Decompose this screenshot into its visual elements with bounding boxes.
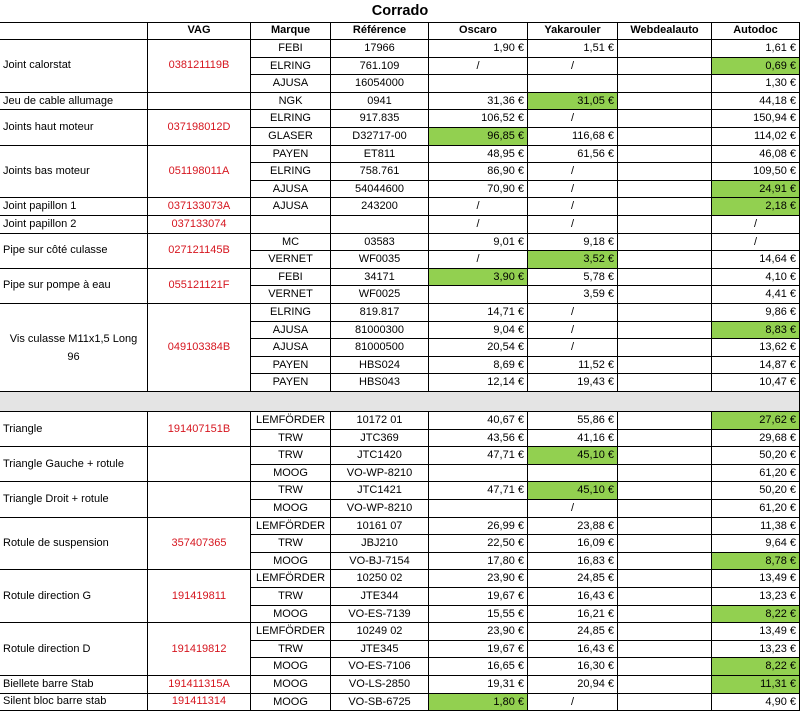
vag-reference[interactable] [148, 482, 251, 517]
cell-reference[interactable]: 10249 02 [331, 623, 429, 641]
cell-webdealauto[interactable] [618, 163, 712, 181]
cell-webdealauto[interactable] [618, 623, 712, 641]
cell-yakarouler[interactable]: 24,85 € [528, 623, 618, 641]
cell-brand[interactable]: MOOG [251, 465, 331, 483]
cell-autodoc[interactable]: 13,49 € [712, 570, 800, 588]
cell-brand[interactable]: PAYEN [251, 374, 331, 392]
cell-oscaro[interactable]: 70,90 € [429, 181, 528, 199]
vag-reference[interactable] [148, 93, 251, 111]
cell-autodoc[interactable]: 4,41 € [712, 286, 800, 304]
cell-yakarouler[interactable]: 45,10 € [528, 482, 618, 500]
cell-autodoc[interactable]: 9,64 € [712, 535, 800, 553]
cell-oscaro[interactable]: / [429, 58, 528, 76]
cell-reference[interactable]: VO-ES-7106 [331, 658, 429, 676]
cell-reference[interactable]: WF0035 [331, 251, 429, 269]
sheet-title: Corrado [0, 0, 800, 23]
cell-webdealauto[interactable] [618, 482, 712, 500]
cell-reference[interactable]: 243200 [331, 198, 429, 216]
cell-reference[interactable]: 819.817 [331, 304, 429, 322]
cell-reference[interactable]: JBJ210 [331, 535, 429, 553]
cell-webdealauto[interactable] [618, 146, 712, 164]
cell-reference[interactable]: JTC1420 [331, 447, 429, 465]
cell-yakarouler[interactable]: / [528, 322, 618, 340]
cell-yakarouler[interactable]: 61,56 € [528, 146, 618, 164]
part-name[interactable]: Pipe sur côté culasse [0, 234, 148, 269]
cell-autodoc[interactable]: 24,91 € [712, 181, 800, 199]
cell-brand[interactable]: MOOG [251, 658, 331, 676]
cell-webdealauto[interactable] [618, 676, 712, 694]
cell-yakarouler[interactable]: / [528, 500, 618, 518]
cell-autodoc[interactable]: 1,30 € [712, 75, 800, 93]
cell-oscaro[interactable]: 17,80 € [429, 553, 528, 571]
vag-reference[interactable]: 027121145B [148, 234, 251, 269]
cell-autodoc[interactable]: 29,68 € [712, 430, 800, 448]
cell-reference[interactable]: HBS024 [331, 357, 429, 375]
column-header-reference[interactable]: Référence [331, 23, 429, 40]
cell-yakarouler[interactable]: 16,30 € [528, 658, 618, 676]
cell-oscaro[interactable] [429, 500, 528, 518]
cell-reference[interactable]: D32717-00 [331, 128, 429, 146]
cell-autodoc[interactable]: 14,87 € [712, 357, 800, 375]
cell-autodoc[interactable]: 61,20 € [712, 500, 800, 518]
cell-oscaro[interactable]: 3,90 € [429, 269, 528, 287]
cell-yakarouler[interactable]: / [528, 110, 618, 128]
cell-autodoc[interactable]: 8,83 € [712, 322, 800, 340]
cell-reference[interactable]: 81000300 [331, 322, 429, 340]
column-header-name[interactable] [0, 23, 148, 40]
cell-webdealauto[interactable] [618, 93, 712, 111]
vag-reference[interactable]: 191419811 [148, 570, 251, 623]
cell-webdealauto[interactable] [618, 269, 712, 287]
cell-reference[interactable]: VO-WP-8210 [331, 465, 429, 483]
cell-webdealauto[interactable] [618, 658, 712, 676]
cell-brand[interactable]: ELRING [251, 110, 331, 128]
cell-autodoc[interactable]: 8,22 € [712, 606, 800, 624]
cell-oscaro[interactable] [429, 465, 528, 483]
vag-reference[interactable]: 191419812 [148, 623, 251, 676]
cell-reference[interactable]: 917.835 [331, 110, 429, 128]
cell-webdealauto[interactable] [618, 641, 712, 659]
cell-brand[interactable]: ELRING [251, 58, 331, 76]
part-name[interactable]: Biellete barre Stab [0, 676, 148, 694]
part-name[interactable]: Jeu de cable allumage [0, 93, 148, 111]
cell-brand[interactable]: TRW [251, 482, 331, 500]
cell-reference[interactable]: 0941 [331, 93, 429, 111]
cell-brand[interactable]: MC [251, 234, 331, 252]
cell-oscaro[interactable]: 20,54 € [429, 339, 528, 357]
cell-reference[interactable]: 10172 01 [331, 412, 429, 430]
cell-brand[interactable]: NGK [251, 93, 331, 111]
vag-reference[interactable]: 049103384B [148, 304, 251, 392]
cell-brand[interactable]: ELRING [251, 163, 331, 181]
vag-reference[interactable]: 037198012D [148, 110, 251, 145]
part-name[interactable]: Pipe sur pompe à eau [0, 269, 148, 304]
cell-webdealauto[interactable] [618, 322, 712, 340]
cell-webdealauto[interactable] [618, 412, 712, 430]
vag-reference[interactable]: 191411315A [148, 676, 251, 694]
cell-reference[interactable]: VO-ES-7139 [331, 606, 429, 624]
cell-webdealauto[interactable] [618, 75, 712, 93]
cell-reference[interactable]: 54044600 [331, 181, 429, 199]
part-name[interactable]: Triangle [0, 412, 148, 447]
cell-brand[interactable]: MOOG [251, 676, 331, 694]
cell-brand[interactable]: LEMFÖRDER [251, 570, 331, 588]
cell-webdealauto[interactable] [618, 588, 712, 606]
cell-brand[interactable]: AJUSA [251, 339, 331, 357]
cell-autodoc[interactable]: 8,22 € [712, 658, 800, 676]
cell-autodoc[interactable]: / [712, 234, 800, 252]
cell-reference[interactable]: 10161 07 [331, 518, 429, 536]
column-header-vag[interactable]: VAG [148, 23, 251, 40]
column-header-brand[interactable]: Marque [251, 23, 331, 40]
cell-autodoc[interactable]: 1,61 € [712, 40, 800, 58]
part-name[interactable]: Rotule de suspension [0, 518, 148, 571]
cell-yakarouler[interactable]: 55,86 € [528, 412, 618, 430]
vag-reference[interactable] [148, 447, 251, 482]
cell-brand[interactable]: TRW [251, 588, 331, 606]
cell-yakarouler[interactable]: 16,21 € [528, 606, 618, 624]
cell-yakarouler[interactable]: 3,52 € [528, 251, 618, 269]
cell-webdealauto[interactable] [618, 304, 712, 322]
cell-yakarouler[interactable]: 23,88 € [528, 518, 618, 536]
cell-autodoc[interactable]: 44,18 € [712, 93, 800, 111]
cell-webdealauto[interactable] [618, 339, 712, 357]
cell-reference[interactable]: WF0025 [331, 286, 429, 304]
cell-oscaro[interactable]: 26,99 € [429, 518, 528, 536]
cell-oscaro[interactable]: 47,71 € [429, 482, 528, 500]
cell-brand[interactable]: TRW [251, 535, 331, 553]
cell-autodoc[interactable]: 50,20 € [712, 482, 800, 500]
cell-webdealauto[interactable] [618, 374, 712, 392]
cell-autodoc[interactable]: 11,31 € [712, 676, 800, 694]
cell-reference[interactable] [331, 216, 429, 234]
column-header-autodoc[interactable]: Autodoc [712, 23, 800, 40]
cell-yakarouler[interactable]: 11,52 € [528, 357, 618, 375]
cell-autodoc[interactable]: / [712, 216, 800, 234]
cell-yakarouler[interactable]: / [528, 694, 618, 712]
cell-brand[interactable]: VERNET [251, 286, 331, 304]
cell-autodoc[interactable]: 109,50 € [712, 163, 800, 181]
cell-oscaro[interactable]: 19,67 € [429, 641, 528, 659]
cell-webdealauto[interactable] [618, 518, 712, 536]
cell-brand[interactable]: AJUSA [251, 181, 331, 199]
vag-reference[interactable]: 191411314 [148, 694, 251, 712]
column-header-yakarouler[interactable]: Yakarouler [528, 23, 618, 40]
cell-autodoc[interactable]: 114,02 € [712, 128, 800, 146]
cell-oscaro[interactable]: 8,69 € [429, 357, 528, 375]
cell-webdealauto[interactable] [618, 500, 712, 518]
cell-autodoc[interactable]: 61,20 € [712, 465, 800, 483]
cell-oscaro[interactable]: 12,14 € [429, 374, 528, 392]
vag-reference[interactable]: 357407365 [148, 518, 251, 571]
cell-reference[interactable]: JTC369 [331, 430, 429, 448]
cell-yakarouler[interactable]: 31,05 € [528, 93, 618, 111]
part-name[interactable]: Triangle Gauche + rotule [0, 447, 148, 482]
cell-oscaro[interactable]: 43,56 € [429, 430, 528, 448]
column-header-webdealauto[interactable]: Webdealauto [618, 23, 712, 40]
cell-yakarouler[interactable]: 16,43 € [528, 641, 618, 659]
cell-webdealauto[interactable] [618, 198, 712, 216]
cell-webdealauto[interactable] [618, 181, 712, 199]
cell-yakarouler[interactable]: 24,85 € [528, 570, 618, 588]
cell-webdealauto[interactable] [618, 694, 712, 712]
cell-reference[interactable]: 03583 [331, 234, 429, 252]
cell-oscaro[interactable]: 14,71 € [429, 304, 528, 322]
cell-yakarouler[interactable] [528, 75, 618, 93]
cell-webdealauto[interactable] [618, 535, 712, 553]
part-name[interactable]: Vis culasse M11x1,5 Long 96 [0, 304, 148, 392]
cell-brand[interactable]: GLASER [251, 128, 331, 146]
cell-oscaro[interactable]: 31,36 € [429, 93, 528, 111]
cell-webdealauto[interactable] [618, 447, 712, 465]
cell-yakarouler[interactable]: 45,10 € [528, 447, 618, 465]
cell-webdealauto[interactable] [618, 58, 712, 76]
cell-autodoc[interactable]: 0,69 € [712, 58, 800, 76]
cell-autodoc[interactable]: 4,90 € [712, 694, 800, 712]
part-name[interactable]: Rotule direction G [0, 570, 148, 623]
cell-reference[interactable]: VO-LS-2850 [331, 676, 429, 694]
cell-brand[interactable]: PAYEN [251, 146, 331, 164]
part-name[interactable]: Joint papillon 1 [0, 198, 148, 216]
cell-reference[interactable]: 10250 02 [331, 570, 429, 588]
cell-autodoc[interactable]: 11,38 € [712, 518, 800, 536]
cell-brand[interactable]: LEMFÖRDER [251, 623, 331, 641]
cell-autodoc[interactable]: 46,08 € [712, 146, 800, 164]
cell-brand[interactable]: ELRING [251, 304, 331, 322]
cell-autodoc[interactable]: 8,78 € [712, 553, 800, 571]
cell-oscaro[interactable]: 22,50 € [429, 535, 528, 553]
cell-autodoc[interactable]: 14,64 € [712, 251, 800, 269]
cell-brand[interactable]: MOOG [251, 606, 331, 624]
cell-brand[interactable]: MOOG [251, 694, 331, 712]
cell-autodoc[interactable]: 2,18 € [712, 198, 800, 216]
cell-yakarouler[interactable]: 3,59 € [528, 286, 618, 304]
cell-oscaro[interactable]: 106,52 € [429, 110, 528, 128]
cell-yakarouler[interactable] [528, 465, 618, 483]
cell-yakarouler[interactable]: / [528, 163, 618, 181]
part-name[interactable]: Joint calorstat [0, 40, 148, 93]
cell-oscaro[interactable]: 19,31 € [429, 676, 528, 694]
cell-reference[interactable]: VO-BJ-7154 [331, 553, 429, 571]
cell-reference[interactable]: JTE344 [331, 588, 429, 606]
cell-brand[interactable]: FEBI [251, 269, 331, 287]
cell-webdealauto[interactable] [618, 465, 712, 483]
cell-webdealauto[interactable] [618, 430, 712, 448]
part-name[interactable]: Rotule direction D [0, 623, 148, 676]
cell-autodoc[interactable]: 13,23 € [712, 641, 800, 659]
cell-brand[interactable]: MOOG [251, 553, 331, 571]
cell-yakarouler[interactable]: 116,68 € [528, 128, 618, 146]
cell-yakarouler[interactable]: 1,51 € [528, 40, 618, 58]
part-name[interactable]: Triangle Droit + rotule [0, 482, 148, 517]
cell-autodoc[interactable]: 13,62 € [712, 339, 800, 357]
cell-brand[interactable]: FEBI [251, 40, 331, 58]
cell-brand[interactable] [251, 216, 331, 234]
cell-reference[interactable]: 758.761 [331, 163, 429, 181]
cell-oscaro[interactable]: / [429, 251, 528, 269]
cell-oscaro[interactable]: 23,90 € [429, 623, 528, 641]
cell-brand[interactable]: PAYEN [251, 357, 331, 375]
cell-webdealauto[interactable] [618, 40, 712, 58]
cell-oscaro[interactable]: 1,90 € [429, 40, 528, 58]
cell-autodoc[interactable]: 13,49 € [712, 623, 800, 641]
column-header-oscaro[interactable]: Oscaro [429, 23, 528, 40]
cell-reference[interactable]: 34171 [331, 269, 429, 287]
vag-reference[interactable]: 055121121F [148, 269, 251, 304]
part-name[interactable]: Joints haut moteur [0, 110, 148, 145]
cell-reference[interactable]: ET811 [331, 146, 429, 164]
part-name[interactable]: Joints bas moteur [0, 146, 148, 199]
cell-brand[interactable]: AJUSA [251, 198, 331, 216]
cell-yakarouler[interactable]: 19,43 € [528, 374, 618, 392]
cell-oscaro[interactable]: 9,04 € [429, 322, 528, 340]
vag-reference[interactable]: 037133074 [148, 216, 251, 234]
cell-brand[interactable]: VERNET [251, 251, 331, 269]
vag-reference[interactable]: 191407151B [148, 412, 251, 447]
cell-yakarouler[interactable]: / [528, 216, 618, 234]
cell-brand[interactable]: LEMFÖRDER [251, 412, 331, 430]
separator-row [0, 392, 800, 412]
cell-oscaro[interactable]: / [429, 198, 528, 216]
cell-yakarouler[interactable]: / [528, 58, 618, 76]
cell-oscaro[interactable]: 16,65 € [429, 658, 528, 676]
cell-reference[interactable]: JTE345 [331, 641, 429, 659]
cell-webdealauto[interactable] [618, 251, 712, 269]
cell-webdealauto[interactable] [618, 216, 712, 234]
cell-yakarouler[interactable]: 16,83 € [528, 553, 618, 571]
cell-yakarouler[interactable]: 41,16 € [528, 430, 618, 448]
cell-oscaro[interactable]: 19,67 € [429, 588, 528, 606]
cell-yakarouler[interactable]: 20,94 € [528, 676, 618, 694]
cell-reference[interactable]: 17966 [331, 40, 429, 58]
cell-oscaro[interactable]: 9,01 € [429, 234, 528, 252]
cell-autodoc[interactable]: 10,47 € [712, 374, 800, 392]
cell-oscaro[interactable] [429, 75, 528, 93]
cell-webdealauto[interactable] [618, 553, 712, 571]
cell-webdealauto[interactable] [618, 234, 712, 252]
cell-yakarouler[interactable]: / [528, 304, 618, 322]
cell-autodoc[interactable]: 27,62 € [712, 412, 800, 430]
cell-oscaro[interactable]: 1,80 € [429, 694, 528, 712]
cell-reference[interactable]: HBS043 [331, 374, 429, 392]
cell-webdealauto[interactable] [618, 570, 712, 588]
cell-brand[interactable]: TRW [251, 447, 331, 465]
cell-yakarouler[interactable]: 16,43 € [528, 588, 618, 606]
cell-yakarouler[interactable]: / [528, 181, 618, 199]
cell-reference[interactable]: VO-SB-6725 [331, 694, 429, 712]
cell-oscaro[interactable]: 48,95 € [429, 146, 528, 164]
cell-reference[interactable]: 81000500 [331, 339, 429, 357]
cell-oscaro[interactable]: 23,90 € [429, 570, 528, 588]
cell-autodoc[interactable]: 150,94 € [712, 110, 800, 128]
cell-oscaro[interactable]: 86,90 € [429, 163, 528, 181]
part-name[interactable]: Silent bloc barre stab [0, 694, 148, 712]
cell-autodoc[interactable]: 13,23 € [712, 588, 800, 606]
vag-reference[interactable]: 051198011A [148, 146, 251, 199]
cell-brand[interactable]: TRW [251, 641, 331, 659]
cell-webdealauto[interactable] [618, 606, 712, 624]
cell-oscaro[interactable]: 47,71 € [429, 447, 528, 465]
cell-yakarouler[interactable]: / [528, 198, 618, 216]
cell-brand[interactable]: MOOG [251, 500, 331, 518]
cell-oscaro[interactable]: 15,55 € [429, 606, 528, 624]
vag-reference[interactable]: 037133073A [148, 198, 251, 216]
cell-oscaro[interactable]: 96,85 € [429, 128, 528, 146]
part-name[interactable]: Joint papillon 2 [0, 216, 148, 234]
cell-yakarouler[interactable]: 16,09 € [528, 535, 618, 553]
cell-reference[interactable]: VO-WP-8210 [331, 500, 429, 518]
vag-reference[interactable]: 038121119B [148, 40, 251, 93]
cell-yakarouler[interactable]: 9,18 € [528, 234, 618, 252]
cell-webdealauto[interactable] [618, 110, 712, 128]
cell-reference[interactable]: 16054000 [331, 75, 429, 93]
cell-webdealauto[interactable] [618, 357, 712, 375]
cell-yakarouler[interactable]: / [528, 339, 618, 357]
cell-reference[interactable]: JTC1421 [331, 482, 429, 500]
cell-autodoc[interactable]: 4,10 € [712, 269, 800, 287]
cell-webdealauto[interactable] [618, 286, 712, 304]
cell-reference[interactable]: 761.109 [331, 58, 429, 76]
cell-brand[interactable]: LEMFÖRDER [251, 518, 331, 536]
cell-oscaro[interactable]: 40,67 € [429, 412, 528, 430]
cell-autodoc[interactable]: 50,20 € [712, 447, 800, 465]
cell-brand[interactable]: AJUSA [251, 322, 331, 340]
cell-brand[interactable]: TRW [251, 430, 331, 448]
cell-yakarouler[interactable]: 5,78 € [528, 269, 618, 287]
cell-oscaro[interactable] [429, 286, 528, 304]
cell-webdealauto[interactable] [618, 128, 712, 146]
cell-autodoc[interactable]: 9,86 € [712, 304, 800, 322]
cell-brand[interactable]: AJUSA [251, 75, 331, 93]
cell-oscaro[interactable]: / [429, 216, 528, 234]
